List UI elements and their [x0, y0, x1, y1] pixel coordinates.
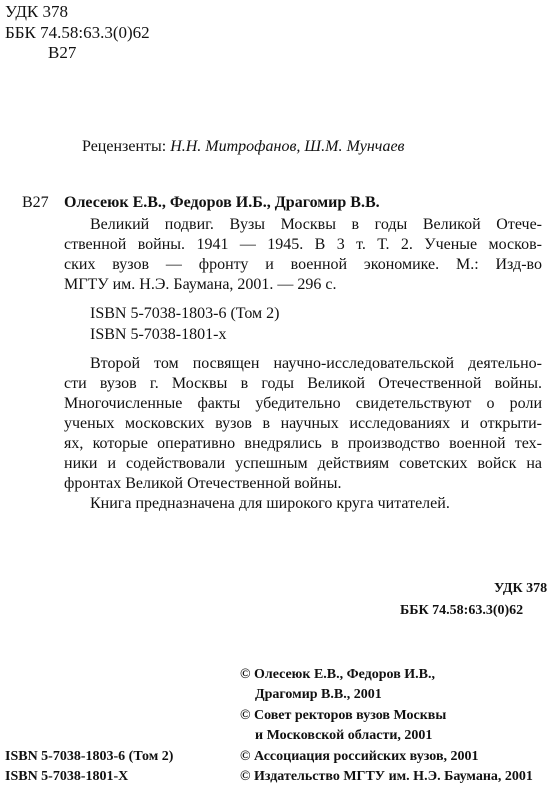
annotation-line: ях, которые оперативно внедрялись в производство военной тех- — [64, 435, 542, 452]
description-line: Великий подвиг. Вузы Москвы в годы Великой Отече- — [90, 216, 542, 233]
isbn-bottom-2: ISBN 5-7038-1801-Х — [5, 769, 129, 784]
bbk-code-top: ББК 74.58:63.3(0)62 — [5, 23, 150, 42]
udk-code-bottom: УДК 378 — [494, 581, 548, 596]
catalog-description — [64, 215, 542, 295]
author-mark-top: В27 — [48, 43, 77, 62]
copyright-council-2: и Московской области, 2001 — [255, 728, 433, 743]
catalog-authors: Олесеюк Е.В., Федоров И.Б., Драгомир В.В. — [64, 194, 380, 211]
catalog-isbn-2: ISBN 5-7038-1801-х — [90, 326, 227, 343]
description-line: МГТУ им. Н.Э. Баумана, 2001. — 296 с. — [64, 276, 337, 293]
bbk-code-bottom: ББК 74.58:63.3(0)62 — [400, 603, 524, 618]
annotation-line: фронтах Великой Отечественной войны. — [64, 475, 342, 492]
description-line: ских вузов — фронту и военной экономике. М.: Изд-во — [64, 256, 542, 273]
description-line: ственной войны. 1941 — 1945. В 3 т. Т. 2. Ученые москов- — [64, 236, 542, 253]
reviewers-label: Рецензенты: — [82, 138, 167, 155]
reviewers-line — [82, 137, 404, 157]
copyright-authors-1: © Олесеюк Е.В., Федоров И.В., — [240, 667, 435, 682]
audience-note: Книга предназначена для широкого круга читателей. — [90, 495, 450, 512]
catalog-isbn-1: ISBN 5-7038-1803-6 (Том 2) — [90, 305, 280, 322]
annotation-line: Второй том посвящен научно-исследовательской деятельно- — [90, 355, 542, 372]
isbn-bottom-1: ISBN 5-7038-1803-6 (Том 2) — [5, 749, 174, 764]
udk-code-top: УДК 378 — [5, 2, 69, 21]
copyright-association: © Ассоциация российских вузов, 2001 — [240, 749, 479, 764]
copyright-authors-2: Драгомир В.В., 2001 — [255, 687, 382, 702]
copyright-council-1: © Совет ректоров вузов Москвы — [240, 708, 447, 723]
catalog-code: В27 — [22, 194, 49, 211]
annotation-block — [64, 354, 542, 494]
annotation-line: ученых московских вузов в научных исследованиях и открыти- — [64, 415, 542, 432]
reviewers-names: Н.Н. Митрофанов, Ш.М. Мунчаев — [170, 138, 405, 155]
annotation-line: ники и содействовали успешным действиям советских войск на — [64, 455, 542, 472]
annotation-line: сти вузов г. Москвы в годы Великой Отечественной войны. — [64, 375, 542, 392]
copyright-publisher: © Издательство МГТУ им. Н.Э. Баумана, 2001 — [240, 769, 533, 784]
annotation-line: Многочисленные факты убедительно свидетельствуют о роли — [64, 395, 542, 412]
